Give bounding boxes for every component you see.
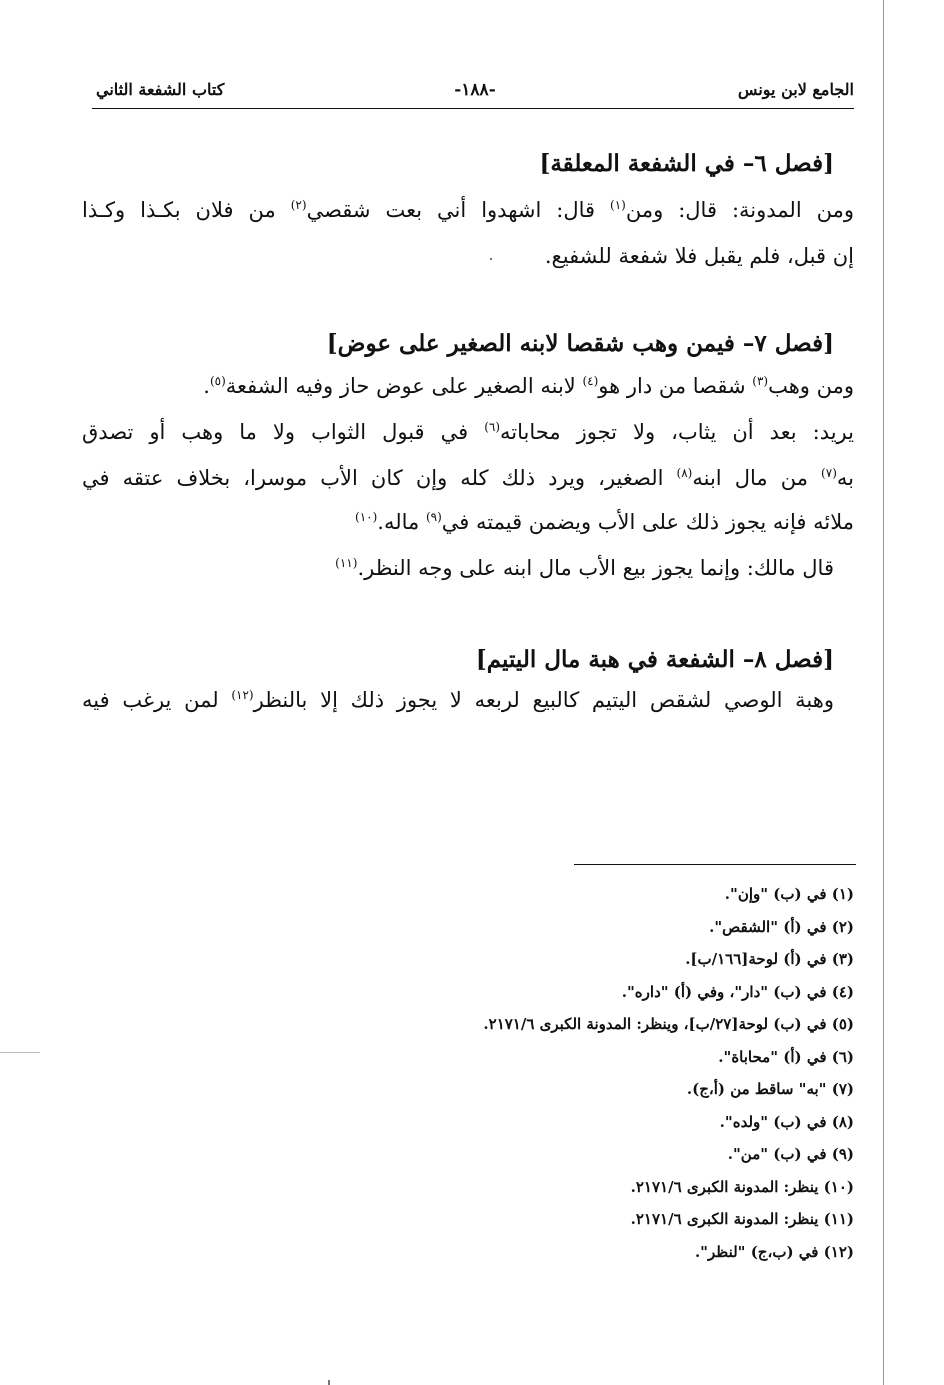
section-7-line-2: يريد: بعد أن يثاب، ولا تجوز محاباته$^{(٦)}$ في قبول الثواب ولا ما وهب أو تصدق [82, 420, 854, 444]
section-7-line-1: ومن وهب$^{(٣)}$ شقصا من دار هو$^{(٤)}$ لابنه الصغير على عوض حاز وفيه الشفعة$^{(٥)}$. [203, 374, 854, 398]
footnote-item: (١١) ينظر: المدونة الكبرى ٢١٧١/٦. [630, 1210, 854, 1228]
footnote-item: (٢) في (أ) "الشقص". [709, 917, 854, 936]
header-chapter-title: كتاب الشفعة الثاني [96, 80, 225, 99]
section-7-line-5: قال مالك: وإنما يجوز بيع الأب مال ابنه على وجه النظر.$^{(١١)}$ [335, 556, 834, 580]
footnote-item: (٦) في (أ) "محاباة". [718, 1047, 854, 1066]
scan-mark [490, 258, 492, 260]
footnotes-list [483, 878, 854, 1268]
section-6-line-1: ومن المدونة: قال: ومن$^{(١)}$ قال: اشهدوا أني بعت شقصي$^{(٢)}$ من فلان بكـذا وكـذا [82, 198, 855, 222]
footnote-item: (٤) في (ب) "دار"، وفي (أ) "داره". [621, 982, 854, 1001]
footnote-item: (١٢) في (ب،ج) "لنظر". [694, 1242, 854, 1261]
footnote-item: (٧) "به" ساقط من (أ،ج). [686, 1080, 854, 1098]
footnote-divider [574, 864, 856, 865]
section-7-line-3: به$^{(٧)}$ من مال ابنه$^{(٨)}$ الصغير، ويرد ذلك كله وإن كان الأب موسرا، بخلاف عتقه في [82, 466, 854, 490]
scan-edge-line [883, 0, 884, 1385]
section-heading-6: [فصل ٦– في الشفعة المعلقة] [539, 150, 834, 177]
header-divider [92, 108, 854, 109]
page-number: -١٨٨- [454, 80, 496, 100]
section-8-line-1: وهبة الوصي لشقص اليتيم كالبيع لربعه لا يجوز ذلك إلا بالنظر$^{(١٢)}$ لمن يرغب فيه [82, 688, 834, 712]
scan-mark [328, 1380, 330, 1385]
scan-mark [0, 1052, 40, 1053]
footnote-item: (٣) في (أ) لوحة[١٦٦/ب]. [685, 950, 854, 968]
footnote-item: (١٠) ينظر: المدونة الكبرى ٢١٧١/٦. [630, 1177, 854, 1196]
footnote-item: (٥) في (ب) لوحة[٢٧/ب]، وينظر: المدونة الكبرى ٢١٧١/٦. [483, 1015, 854, 1033]
footnote-item: (٨) في (ب) "ولده". [719, 1112, 854, 1131]
section-6-line-2: إن قبل، فلم يقبل فلا شفعة للشفيع. [544, 244, 854, 268]
footnote-item: (١) في (ب) "وإن". [724, 885, 854, 903]
section-heading-7: [فصل ٧– فيمن وهب شقصا لابنه الصغير على عوض] [326, 330, 834, 357]
footnote-item: (٩) في (ب) "من". [727, 1145, 854, 1163]
page-header [96, 76, 854, 110]
section-heading-8: [فصل ٨– الشفعة في هبة مال اليتيم] [475, 646, 834, 673]
section-7-line-4: ملائه فإنه يجوز ذلك على الأب ويضمن قيمته في$^{(٩)}$ ماله.$^{(١٠)}$ [355, 510, 854, 534]
header-book-title: الجامع لابن يونس [737, 80, 854, 99]
